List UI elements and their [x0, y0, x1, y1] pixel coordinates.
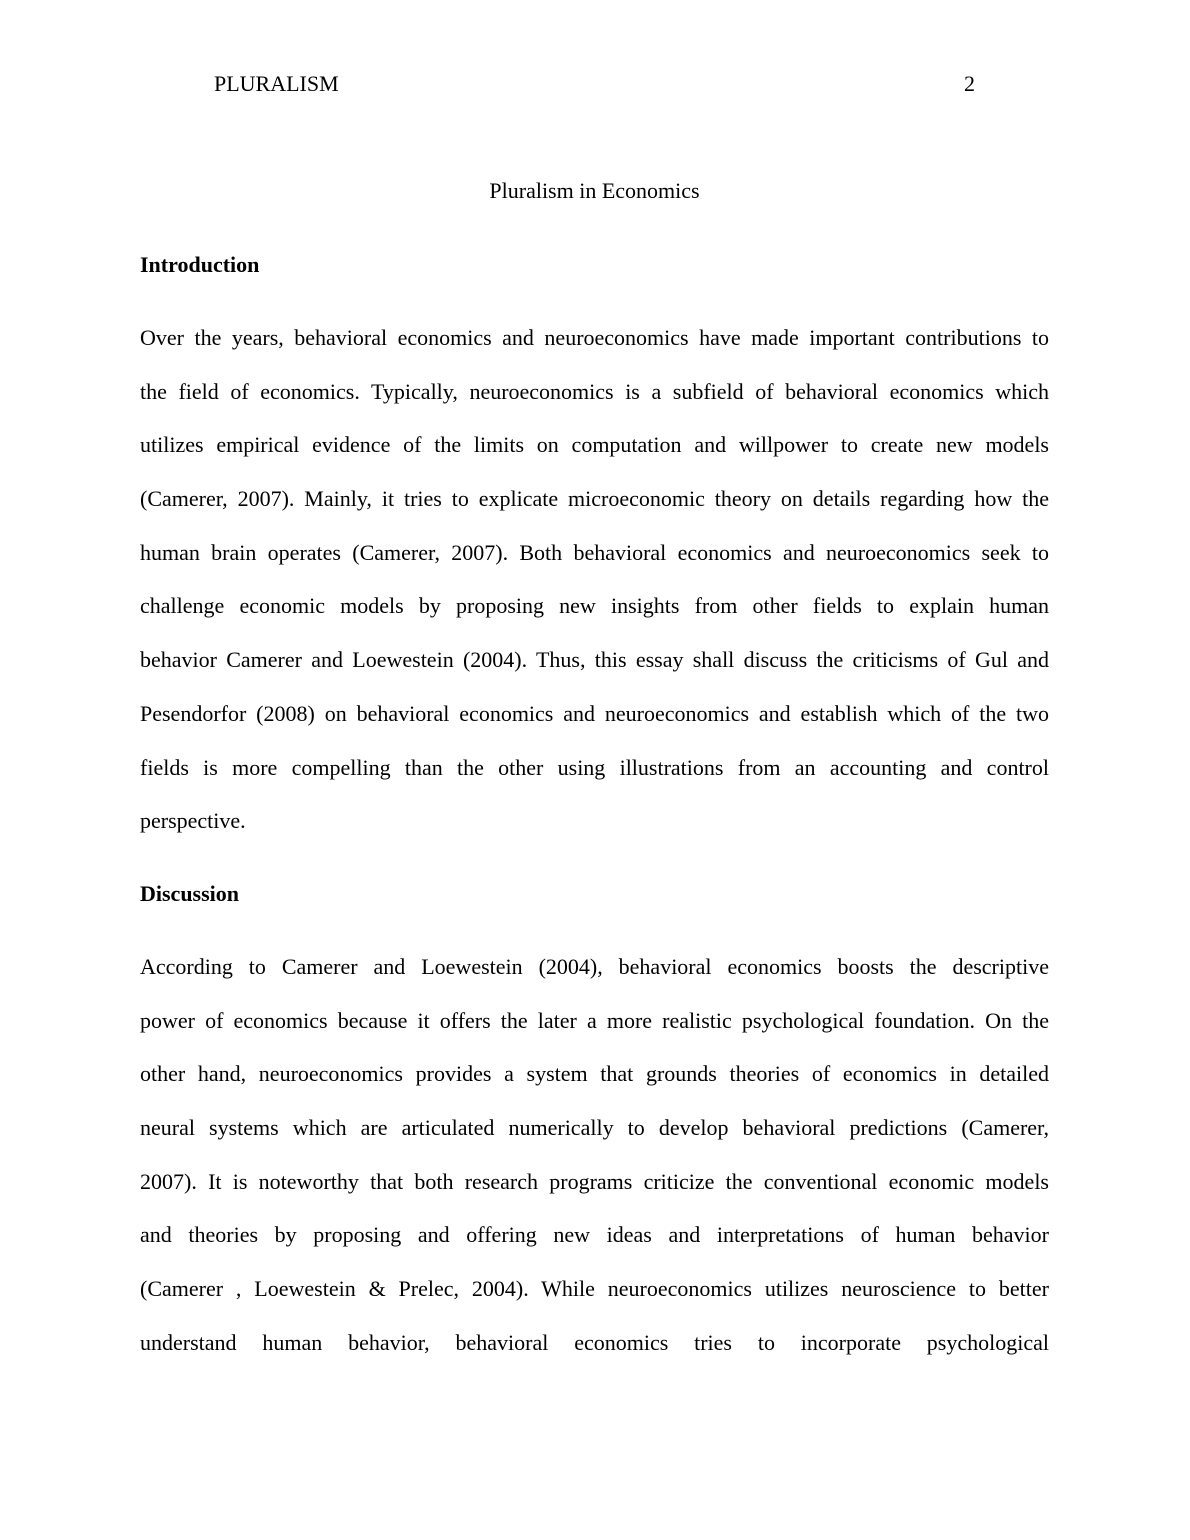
text-line: utilizes empirical evidence of the limits on computation and willpower to create new models: [140, 432, 1049, 458]
text-line: other hand, neuroeconomics provides a system that grounds theories of economics in detailed: [140, 1061, 1049, 1087]
text-line: perspective.: [140, 808, 246, 834]
text-line: behavior Camerer and Loewestein (2004). Thus, this essay shall discuss the criticisms of Gul and: [140, 647, 1049, 673]
text-line: (Camerer , Loewestein & Prelec, 2004). While neuroeconomics utilizes neuroscience to better: [140, 1276, 1049, 1302]
text-line: Over the years, behavioral economics and neuroeconomics have made important contributions to: [140, 325, 1049, 350]
text-line: understand human behavior, behavioral economics tries to incorporate psychological: [140, 1329, 1049, 1355]
text-line: challenge economic models by proposing new insights from other fields to explain human: [140, 593, 1049, 619]
text-line: neural systems which are articulated numerically to develop behavioral predictions (Camerer,: [140, 1115, 1049, 1141]
text-line: According to Camerer and Loewestein (2004), behavioral economics boosts the descriptive: [140, 954, 1049, 979]
text-line: and theories by proposing and offering new ideas and interpretations of human behavior: [140, 1222, 1049, 1248]
page-number: 2: [964, 71, 975, 96]
text-line: human brain operates (Camerer, 2007). Both behavioral economics and neuroeconomics seek to: [140, 539, 1049, 565]
paragraph-discussion: [140, 940, 1049, 1370]
section-heading-introduction: Introduction: [140, 252, 260, 277]
paragraph-introduction: [140, 311, 1049, 848]
text-line: (Camerer, 2007). Mainly, it tries to explicate microeconomic theory on details regarding how the: [140, 486, 1049, 512]
text-line: fields is more compelling than the other using illustrations from an accounting and control: [140, 754, 1049, 780]
text-line: power of economics because it offers the later a more realistic psychological foundation. On the: [140, 1007, 1049, 1033]
running-head: PLURALISM: [214, 71, 339, 96]
section-heading-discussion: Discussion: [140, 881, 240, 906]
text-line: the field of economics. Typically, neuroeconomics is a subfield of behavioral economics which: [140, 378, 1049, 404]
text-line: Pesendorfor (2008) on behavioral economics and neuroeconomics and establish which of the two: [140, 700, 1049, 726]
text-line: 2007). It is noteworthy that both research programs criticize the conventional economic models: [140, 1168, 1049, 1194]
document-title: Pluralism in Economics: [489, 178, 700, 203]
